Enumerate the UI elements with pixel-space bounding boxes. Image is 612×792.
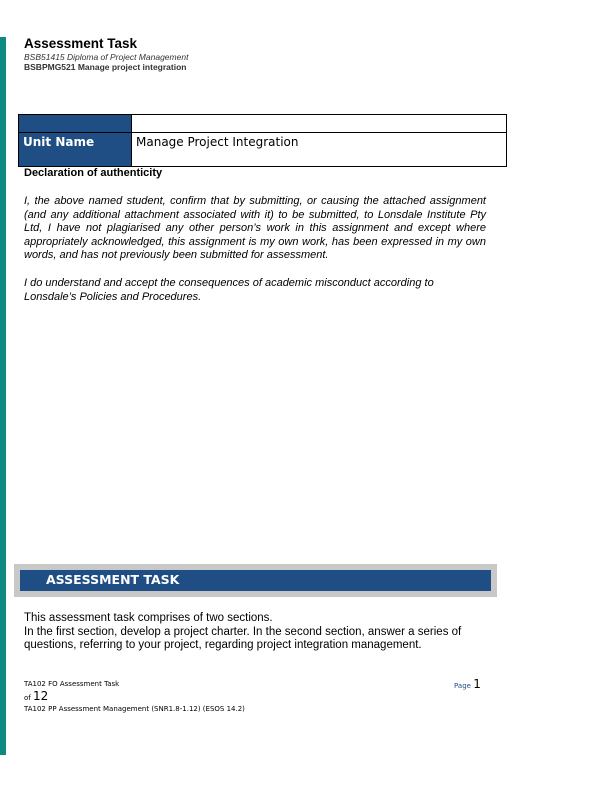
footer-total-number: 12 bbox=[32, 689, 49, 703]
assessment-banner-title: ASSESSMENT TASK bbox=[46, 572, 180, 587]
misconduct-paragraph: I do understand and accept the consequences of academic misconduct according to Lonsdale’s Policies and Procedures. bbox=[24, 277, 434, 303]
task-description-line1: This assessment task comprises of two sections. bbox=[24, 612, 273, 624]
unit-name-label-cell bbox=[19, 133, 132, 167]
unit-table-header-row bbox=[19, 115, 507, 133]
unit-table-blank-value-cell bbox=[132, 115, 507, 133]
qualification-subtitle: BSB51415 Diploma of Project Management bbox=[24, 52, 189, 62]
footer-of-label: of bbox=[24, 694, 31, 702]
task-description bbox=[24, 612, 494, 653]
footer-total-pages bbox=[24, 689, 48, 703]
unit-name-table bbox=[18, 114, 507, 167]
page-title: Assessment Task bbox=[24, 36, 138, 51]
footer-doc-reference: TA102 PP Assessment Management (SNR1.8-1.12) (ESOS 14.2) bbox=[24, 705, 245, 713]
unit-table-row bbox=[19, 133, 507, 167]
left-accent-bar bbox=[0, 37, 6, 755]
unit-code-subtitle: BSBPMG521 Manage project integration bbox=[24, 62, 187, 72]
unit-table-blank-label-cell bbox=[19, 115, 132, 133]
declaration-heading: Declaration of authenticity bbox=[24, 167, 163, 179]
unit-name-label: Unit Name bbox=[23, 135, 95, 149]
footer-doc-name: TA102 FO Assessment Task bbox=[24, 680, 120, 688]
unit-name-value-cell bbox=[132, 133, 507, 167]
footer-page-number: 1 bbox=[473, 677, 481, 691]
footer-page-label: Page bbox=[454, 682, 471, 690]
declaration-paragraph: I, the above named student, confirm that by submitting, or causing the attached assignment (and any additional attachment associated with it) to be submitted, to Lonsdale Institute Pty Ltd, I have not plagiarised any other person’s work in this assignment and except where appropriately acknowledged, this assignment is my own work, has been expressed in my own words, and has not previously been submitted for assessment. bbox=[24, 195, 486, 262]
task-description-line2: In the first section, develop a project charter. In the second section, answer a series of questions, referring to your project, regarding project integration management. bbox=[24, 625, 462, 651]
unit-name-value: Manage Project Integration bbox=[136, 135, 299, 149]
footer-page-indicator bbox=[454, 677, 481, 691]
